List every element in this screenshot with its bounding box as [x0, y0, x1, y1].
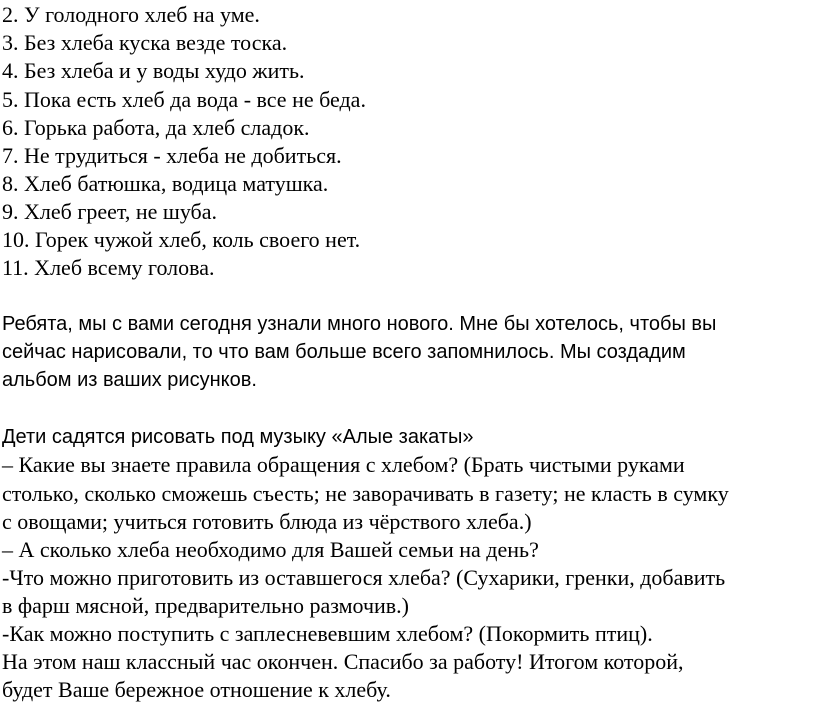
proverb-line: 4. Без хлеба и у воды худо жить.: [2, 58, 305, 83]
proverb-line: 7. Не трудиться - хлеба не добиться.: [2, 143, 342, 168]
paragraph-line: Ребята, мы с вами сегодня узнали много нового. Мне бы хотелось, чтобы вы: [2, 313, 717, 335]
proverb-line: 10. Горек чужой хлеб, коль своего нет.: [2, 227, 361, 252]
proverb-line: 2. У голодного хлеб на уме.: [2, 2, 260, 27]
question-line: -Как можно поступить с заплесневевшим хлебом? (Покормить птиц).: [2, 621, 653, 646]
proverb-line: 11. Хлеб всему голова.: [2, 255, 215, 280]
proverb-line: 8. Хлеб батюшка, водица матушка.: [2, 171, 329, 196]
proverb-line: 6. Горька работа, да хлеб сладок.: [2, 115, 310, 140]
question-line: – Какие вы знаете правила обращения с хлебом? (Брать чистыми руками: [2, 452, 685, 477]
question-line: – А сколько хлеба необходимо для Вашей семьи на день?: [2, 537, 539, 562]
proverb-line: 9. Хлеб греет, не шуба.: [2, 199, 217, 224]
proverb-line: 5. Пока есть хлеб да вода - все не беда.: [2, 87, 366, 112]
paragraph-line: сейчас нарисовали, то что вам больше всего запомнилось. Мы создадим: [2, 341, 686, 363]
question-line: -Что можно приготовить из оставшегося хлеба? (Сухарики, гренки, добавить: [2, 565, 726, 590]
question-line: в фарш мясной, предварительно размочив.): [2, 593, 409, 618]
paragraph-line: альбом из ваших рисунков.: [2, 369, 257, 391]
question-line: будет Ваше бережное отношение к хлебу.: [2, 677, 391, 702]
question-line: На этом наш классный час окончен. Спасибо за работу! Итогом которой,: [2, 649, 684, 674]
question-line: с овощами; учиться готовить блюда из чёрствого хлеба.): [2, 509, 532, 534]
question-line: столько, сколько сможешь съесть; не заворачивать в газету; не класть в сумку: [2, 481, 729, 506]
proverb-line: 3. Без хлеба куска везде тоска.: [2, 30, 288, 55]
activity-heading: Дети садятся рисовать под музыку «Алые закаты»: [2, 426, 474, 448]
